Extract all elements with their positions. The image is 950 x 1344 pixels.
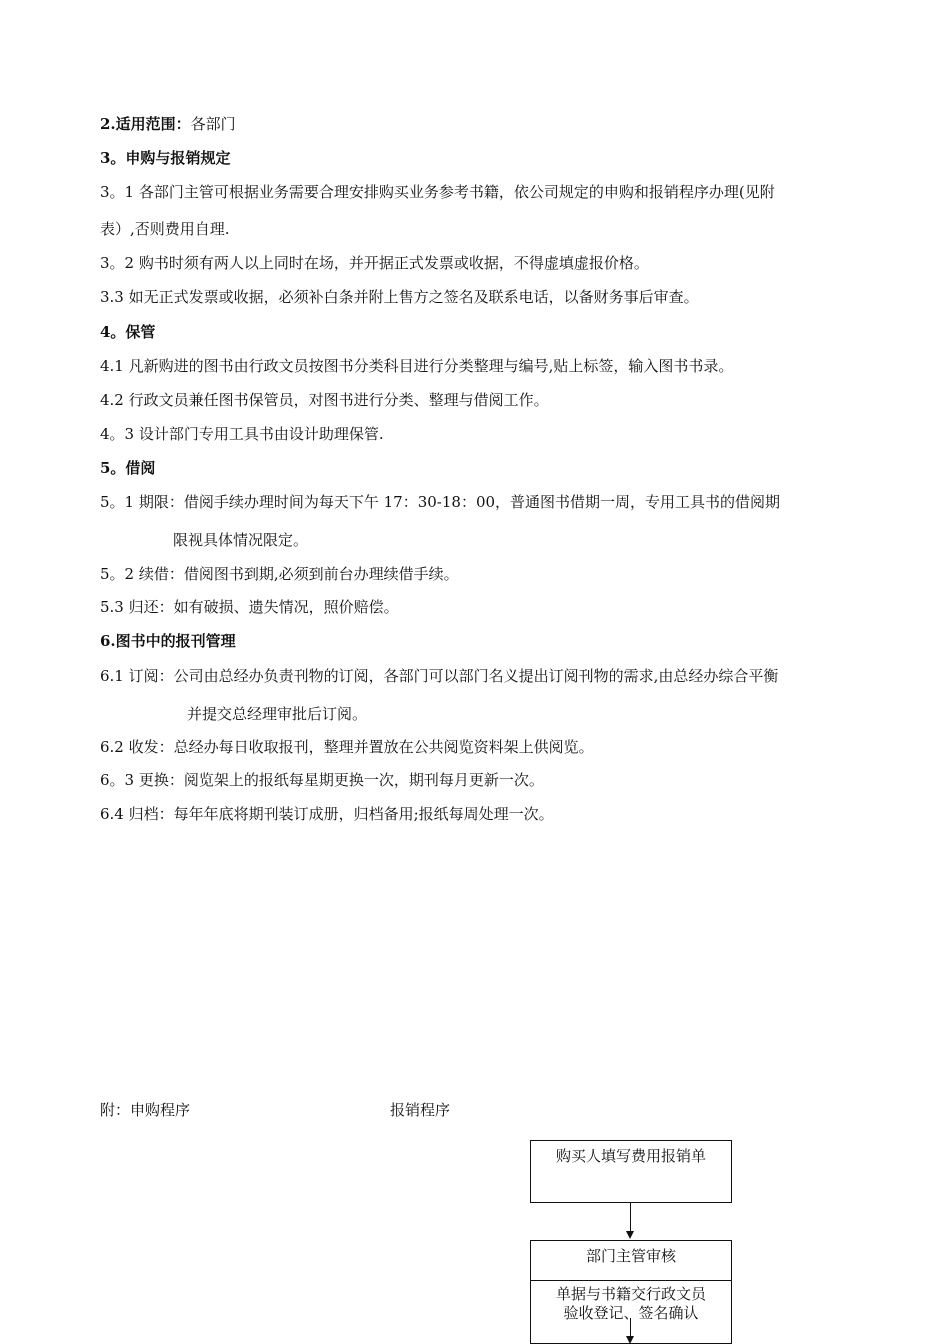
flow-arrow-1 bbox=[630, 1203, 631, 1232]
section-4-2: 4.2 行政文员兼任图书保管员，对图书进行分类、整理与借阅工作。 bbox=[100, 391, 549, 409]
section-3-3: 3.3 如无正式发票或收据，必须补白条并附上售方之签名及联系电话，以备财务事后审查。 bbox=[100, 288, 699, 306]
section-6-2: 6.2 收发：总经办每日收取报刊，整理并置放在公共阅览资料架上供阅览。 bbox=[100, 738, 594, 756]
flow-arrow-2 bbox=[630, 1318, 631, 1338]
flow-step-1-box bbox=[530, 1140, 732, 1203]
section-2-scope bbox=[100, 114, 236, 134]
section-6-1-line2: 并提交总经理审批后订阅。 bbox=[187, 705, 368, 723]
section-4-3: 4。3 设计部门专用工具书由设计助理保管. bbox=[100, 425, 384, 443]
section-6-3: 6。3 更换：阅览架上的报纸每星期更换一次，期刊每月更新一次。 bbox=[100, 771, 544, 789]
flow-step-1-text: 购买人填写费用报销单 bbox=[555, 1147, 706, 1165]
section-3-2: 3。2 购书时须有两人以上同时在场，并开据正式发票或收据，不得虚填虚报价格。 bbox=[100, 254, 649, 272]
section-6-heading: 6.图书中的报刊管理 bbox=[100, 632, 236, 650]
section-5-1-line1: 5。1 期限：借阅手续办理时间为每天下午 17：30-18：00，普通图书借期一周，专用工具书的借阅期 bbox=[100, 493, 781, 511]
section-5-1-line2: 限视具体情况限定。 bbox=[173, 531, 309, 549]
flow-step-3-box bbox=[530, 1280, 732, 1344]
section-6-4: 6.4 归档：每年年底将期刊装订成册，归档备用;报纸每周处理一次。 bbox=[100, 805, 554, 823]
appendix-reimburse-label: 报销程序 bbox=[390, 1101, 451, 1119]
flow-step-3-line2: 验收登记、签名确认 bbox=[563, 1304, 699, 1322]
section-5-2: 5。2 续借：借阅图书到期,必须到前台办理续借手续。 bbox=[100, 565, 459, 583]
section-4-heading: 4。保管 bbox=[100, 323, 156, 341]
section-6-1-line1: 6.1 订阅：公司由总经办负责刊物的订阅，各部门可以部门名义提出订阅刊物的需求,由总经办综合平衡 bbox=[100, 667, 779, 685]
flow-step-3-line1: 单据与书籍交行政文员 bbox=[555, 1285, 706, 1303]
appendix-purchase-label: 附：申购程序 bbox=[100, 1101, 191, 1119]
section-3-1-line2: 表）,否则费用自理. bbox=[100, 220, 230, 238]
flow-arrow-2-head bbox=[626, 1336, 634, 1344]
flow-step-2-box bbox=[530, 1240, 732, 1281]
section-2-value: 各部门 bbox=[190, 115, 236, 133]
section-3-1-line1: 3。1 各部门主管可根据业务需要合理安排购买业务参考书籍，依公司规定的申购和报销程序办理(见附 bbox=[100, 183, 775, 201]
section-5-3: 5.3 归还：如有破损、遗失情况，照价赔偿。 bbox=[100, 598, 399, 616]
flow-step-2-text: 部门主管审核 bbox=[585, 1247, 676, 1265]
section-4-1: 4.1 凡新购进的图书由行政文员按图书分类科目进行分类整理与编号,贴上标签，输入图书书录。 bbox=[100, 357, 734, 375]
section-5-heading: 5。借阅 bbox=[100, 459, 156, 477]
flow-arrow-1-head bbox=[626, 1231, 634, 1239]
section-2-label: 2.适用范围： bbox=[100, 115, 191, 133]
section-3-heading: 3。申购与报销规定 bbox=[100, 149, 231, 167]
